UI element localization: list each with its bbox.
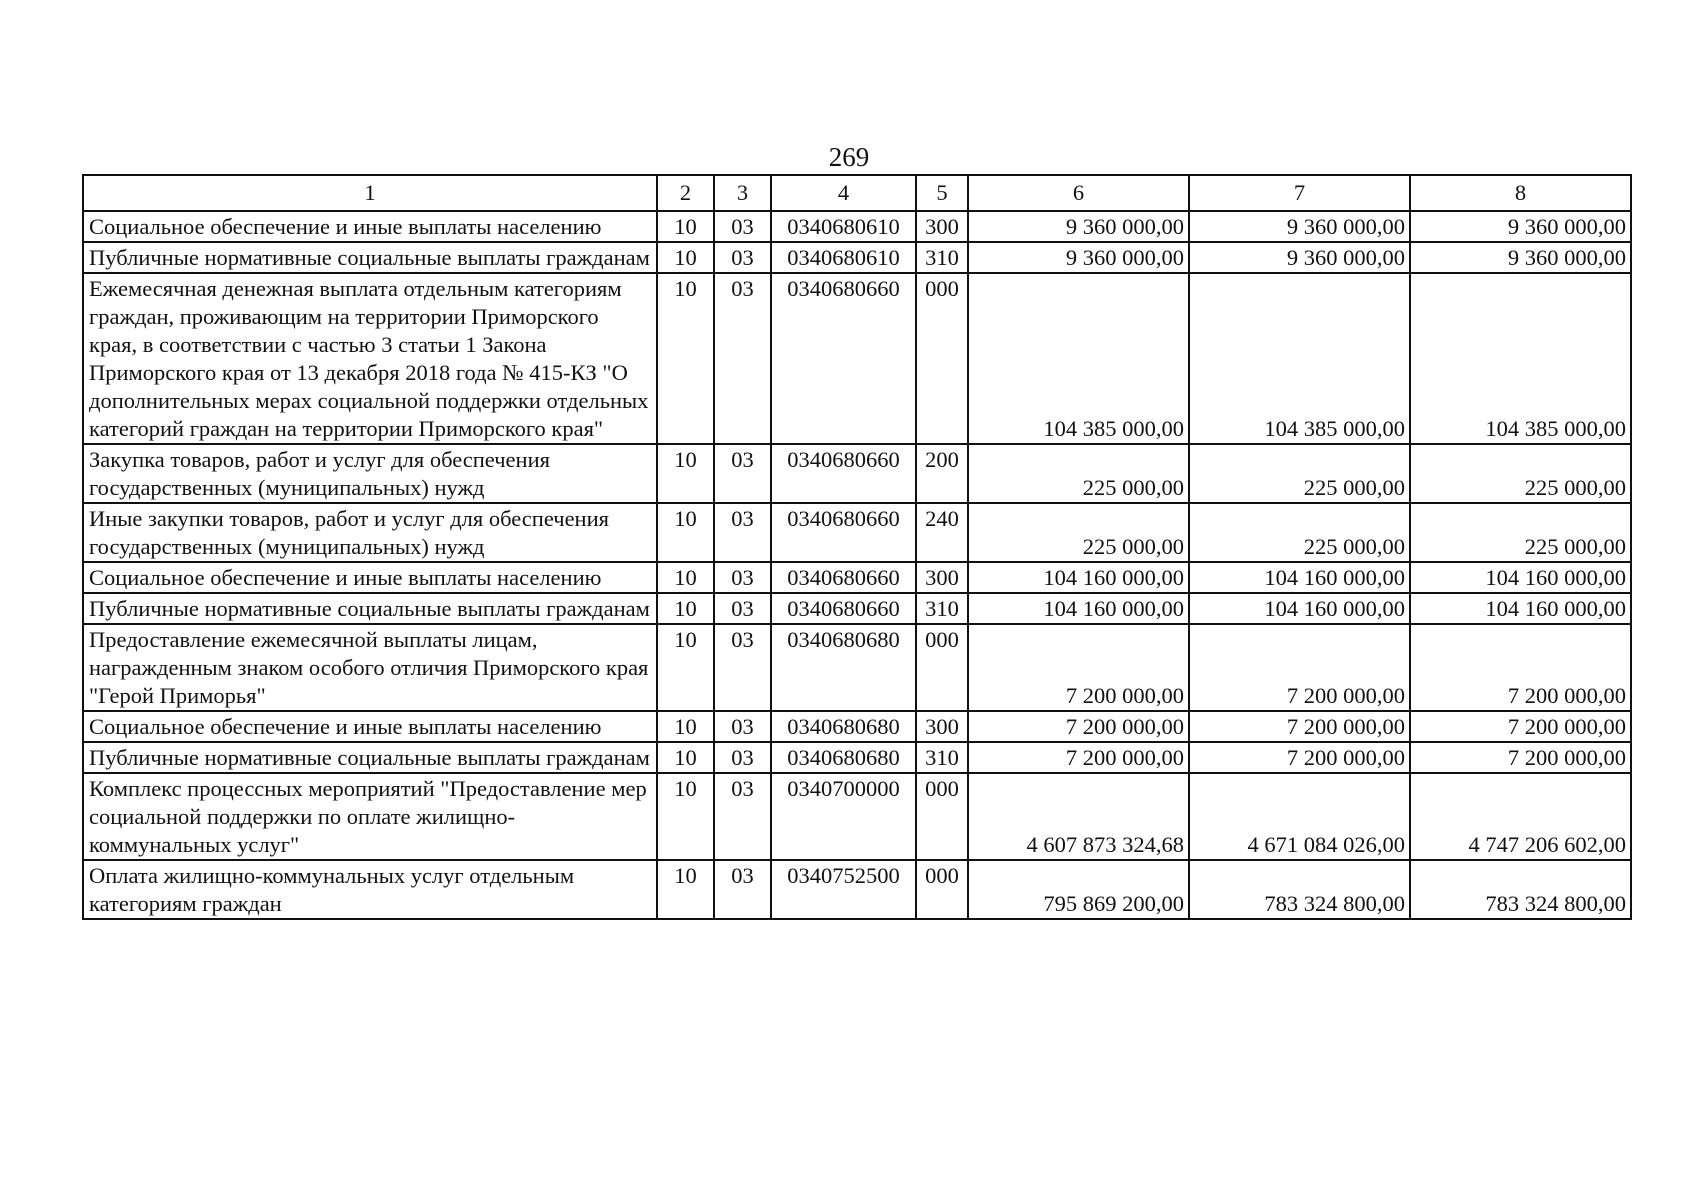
amount-col-8: 7 200 000,00	[1410, 742, 1631, 773]
target-article-code: 0340680660	[771, 562, 916, 593]
expense-type-code: 000	[916, 273, 968, 444]
amount-col-8: 225 000,00	[1410, 444, 1631, 503]
table-body	[83, 211, 1631, 919]
subsection-code: 03	[714, 773, 771, 860]
target-article-code: 0340752500	[771, 860, 916, 919]
table-row	[83, 242, 1631, 273]
expense-type-code: 000	[916, 860, 968, 919]
expense-type-code: 000	[916, 624, 968, 711]
amount-col-6: 104 385 000,00	[968, 273, 1189, 444]
subsection-code: 03	[714, 273, 771, 444]
expense-type-code: 240	[916, 503, 968, 562]
target-article-code: 0340680680	[771, 624, 916, 711]
expense-type-code: 310	[916, 242, 968, 273]
subsection-code: 03	[714, 444, 771, 503]
section-code: 10	[657, 624, 714, 711]
amount-col-7: 9 360 000,00	[1189, 242, 1410, 273]
budget-table-container	[82, 174, 1630, 920]
amount-col-7: 225 000,00	[1189, 444, 1410, 503]
amount-col-7: 225 000,00	[1189, 503, 1410, 562]
amount-col-8: 104 160 000,00	[1410, 562, 1631, 593]
section-code: 10	[657, 742, 714, 773]
table-row	[83, 624, 1631, 711]
row-name: Иные закупки товаров, работ и услуг для обеспечения государственных (муниципальных) нужд	[83, 503, 657, 562]
amount-col-6: 7 200 000,00	[968, 711, 1189, 742]
amount-col-7: 104 160 000,00	[1189, 562, 1410, 593]
amount-col-8: 9 360 000,00	[1410, 211, 1631, 242]
subsection-code: 03	[714, 624, 771, 711]
section-code: 10	[657, 711, 714, 742]
budget-table	[82, 174, 1632, 920]
section-code: 10	[657, 273, 714, 444]
subsection-code: 03	[714, 742, 771, 773]
target-article-code: 0340680660	[771, 273, 916, 444]
row-name: Закупка товаров, работ и услуг для обеспечения государственных (муниципальных) нужд	[83, 444, 657, 503]
section-code: 10	[657, 593, 714, 624]
target-article-code: 0340680610	[771, 211, 916, 242]
table-row	[83, 593, 1631, 624]
column-header: 5	[916, 175, 968, 211]
section-code: 10	[657, 211, 714, 242]
column-header: 6	[968, 175, 1189, 211]
amount-col-6: 104 160 000,00	[968, 562, 1189, 593]
amount-col-8: 783 324 800,00	[1410, 860, 1631, 919]
amount-col-6: 7 200 000,00	[968, 742, 1189, 773]
expense-type-code: 000	[916, 773, 968, 860]
subsection-code: 03	[714, 503, 771, 562]
amount-col-8: 7 200 000,00	[1410, 711, 1631, 742]
expense-type-code: 310	[916, 593, 968, 624]
amount-col-6: 104 160 000,00	[968, 593, 1189, 624]
section-code: 10	[657, 242, 714, 273]
amount-col-8: 7 200 000,00	[1410, 624, 1631, 711]
amount-col-6: 225 000,00	[968, 503, 1189, 562]
table-header	[83, 175, 1631, 211]
amount-col-6: 225 000,00	[968, 444, 1189, 503]
column-header: 2	[657, 175, 714, 211]
amount-col-6: 9 360 000,00	[968, 242, 1189, 273]
row-name: Комплекс процессных мероприятий "Предоставление мер социальной поддержки по оплате жилищно-коммунальных услуг"	[83, 773, 657, 860]
table-row	[83, 211, 1631, 242]
amount-col-6: 4 607 873 324,68	[968, 773, 1189, 860]
amount-col-7: 4 671 084 026,00	[1189, 773, 1410, 860]
amount-col-6: 795 869 200,00	[968, 860, 1189, 919]
column-header: 4	[771, 175, 916, 211]
amount-col-6: 9 360 000,00	[968, 211, 1189, 242]
amount-col-7: 104 160 000,00	[1189, 593, 1410, 624]
row-name: Публичные нормативные социальные выплаты гражданам	[83, 593, 657, 624]
section-code: 10	[657, 860, 714, 919]
row-name: Публичные нормативные социальные выплаты гражданам	[83, 242, 657, 273]
column-number-row	[83, 175, 1631, 211]
amount-col-7: 9 360 000,00	[1189, 211, 1410, 242]
subsection-code: 03	[714, 860, 771, 919]
amount-col-8: 225 000,00	[1410, 503, 1631, 562]
subsection-code: 03	[714, 593, 771, 624]
row-name: Социальное обеспечение и иные выплаты населению	[83, 211, 657, 242]
amount-col-8: 104 160 000,00	[1410, 593, 1631, 624]
target-article-code: 0340680610	[771, 242, 916, 273]
table-row	[83, 273, 1631, 444]
target-article-code: 0340680660	[771, 444, 916, 503]
amount-col-8: 104 385 000,00	[1410, 273, 1631, 444]
row-name: Публичные нормативные социальные выплаты гражданам	[83, 742, 657, 773]
expense-type-code: 300	[916, 211, 968, 242]
column-header: 8	[1410, 175, 1631, 211]
column-header: 1	[83, 175, 657, 211]
subsection-code: 03	[714, 711, 771, 742]
amount-col-7: 7 200 000,00	[1189, 624, 1410, 711]
row-name: Социальное обеспечение и иные выплаты населению	[83, 711, 657, 742]
row-name: Ежемесячная денежная выплата отдельным категориям граждан, проживающим на территории Приморского края, в соответствии с частью 3 статьи 1 Закона Приморского края от 13 декабря 2018 года № 415-КЗ "О дополнительных мерах социальной поддержки отдельных категорий граждан на территории Приморского края"	[83, 273, 657, 444]
table-row	[83, 562, 1631, 593]
section-code: 10	[657, 503, 714, 562]
subsection-code: 03	[714, 242, 771, 273]
table-row	[83, 860, 1631, 919]
target-article-code: 0340700000	[771, 773, 916, 860]
column-header: 7	[1189, 175, 1410, 211]
section-code: 10	[657, 773, 714, 860]
amount-col-7: 104 385 000,00	[1189, 273, 1410, 444]
page-number: 269	[828, 142, 870, 172]
expense-type-code: 310	[916, 742, 968, 773]
target-article-code: 0340680680	[771, 742, 916, 773]
table-row	[83, 444, 1631, 503]
table-row	[83, 711, 1631, 742]
section-code: 10	[657, 444, 714, 503]
expense-type-code: 300	[916, 711, 968, 742]
amount-col-7: 7 200 000,00	[1189, 742, 1410, 773]
expense-type-code: 300	[916, 562, 968, 593]
expense-type-code: 200	[916, 444, 968, 503]
row-name: Социальное обеспечение и иные выплаты населению	[83, 562, 657, 593]
amount-col-6: 7 200 000,00	[968, 624, 1189, 711]
section-code: 10	[657, 562, 714, 593]
amount-col-7: 7 200 000,00	[1189, 711, 1410, 742]
subsection-code: 03	[714, 562, 771, 593]
target-article-code: 0340680660	[771, 593, 916, 624]
row-name: Оплата жилищно-коммунальных услуг отдельным категориям граждан	[83, 860, 657, 919]
amount-col-8: 9 360 000,00	[1410, 242, 1631, 273]
subsection-code: 03	[714, 211, 771, 242]
amount-col-7: 783 324 800,00	[1189, 860, 1410, 919]
table-row	[83, 742, 1631, 773]
target-article-code: 0340680680	[771, 711, 916, 742]
target-article-code: 0340680660	[771, 503, 916, 562]
column-header: 3	[714, 175, 771, 211]
row-name: Предоставление ежемесячной выплаты лицам, награжденным знаком особого отличия Приморского края "Герой Приморья"	[83, 624, 657, 711]
table-row	[83, 503, 1631, 562]
amount-col-8: 4 747 206 602,00	[1410, 773, 1631, 860]
table-row	[83, 773, 1631, 860]
